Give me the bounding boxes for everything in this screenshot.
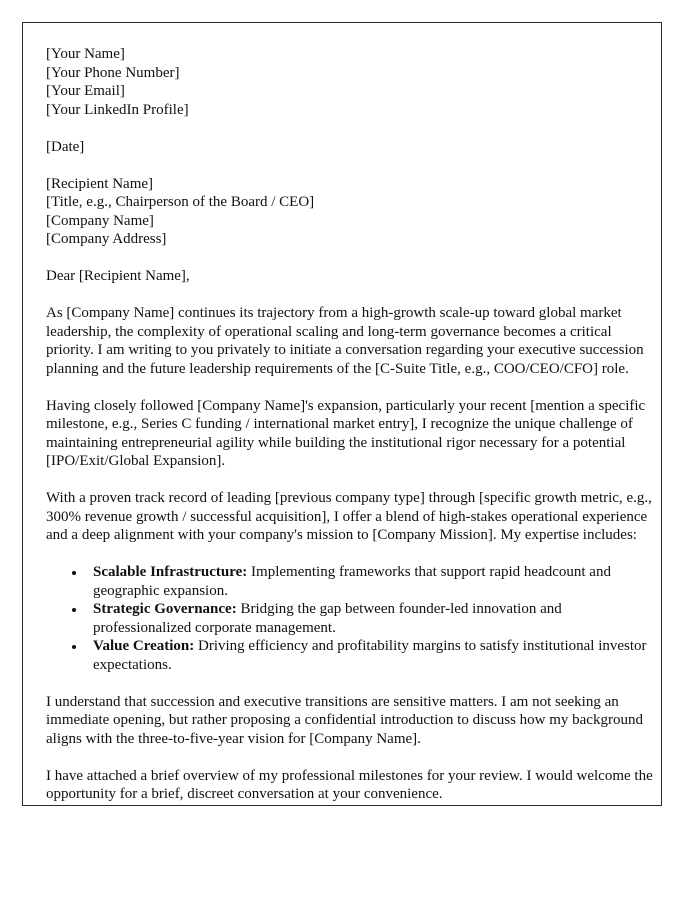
spacer [46, 119, 656, 138]
bullet-lead-label: Scalable Infrastructure: [93, 564, 248, 580]
spacer [46, 748, 656, 767]
sender-linkedin: [Your LinkedIn Profile] [46, 101, 189, 118]
bullet-body-text: Implementing frameworks that support rapid headcount and geographic expansion. [93, 564, 611, 599]
recipient-company-address: [Company Address] [46, 231, 167, 247]
sender-email: [Your Email] [46, 83, 125, 99]
spacer [46, 674, 656, 693]
spacer [46, 378, 656, 397]
body-paragraph-3: With a proven track record of leading [previous company type] through [specific growth metric, e.g., 300% revenue growth / successful acquisition], I offer a blend of high-stakes operational experience and a deep alignment with your company's mission to [Company Mission]. My expertise includes: [46, 490, 652, 543]
body-paragraph-4: I understand that succession and executive transitions are sensitive matters. I am not seeking an immediate opening, but rather proposing a confidential introduction to discuss how my background aligns with the three-to-five-year vision for [Company Name]. [46, 693, 643, 747]
sender-phone: [Your Phone Number] [46, 64, 180, 81]
list-item [70, 600, 656, 637]
recipient-title: [Title, e.g., Chairperson of the Board / CEO] [46, 194, 315, 210]
spacer [46, 156, 656, 175]
recipient-company: [Company Name] [46, 212, 154, 229]
sender-name: [Your Name] [46, 46, 125, 62]
list-item [70, 637, 656, 674]
body-paragraph-2: Having closely followed [Company Name]'s expansion, particularly your recent [mention a specific milestone, e.g., Series C funding / international market entry], I recognize the unique challenge of maintaining entrepreneurial agility while building the institutional rigor necessary for a potential [IPO/Exit/Global Expansion]. [46, 397, 646, 469]
salutation: Dear [Recipient Name], [46, 268, 190, 284]
list-item [70, 563, 656, 600]
letter-content [46, 45, 656, 804]
date-line: [Date] [46, 138, 85, 155]
spacer [46, 249, 656, 268]
date-block [46, 138, 656, 157]
spacer [46, 286, 656, 305]
spacer [46, 545, 656, 564]
body-paragraph-5: I have attached a brief overview of my professional milestones for your review. I would welcome the opportunity for a brief, discreet conversation at your convenience. [46, 767, 653, 802]
recipient-name: [Recipient Name] [46, 175, 154, 192]
bullet-body-text: Driving efficiency and profitability margins to satisfy institutional investor expectations. [93, 638, 647, 673]
body-paragraph-1: As [Company Name] continues its trajectory from a high-growth scale-up toward global market leadership, the complexity of operational scaling and long-term governance becomes a critical priority. I am writing to you privately to initiate a conversation regarding your executive succession planning and the future leadership requirements of the [C-Suite Title, e.g., COO/CEO/CFO] role. [46, 305, 644, 377]
bullet-lead-label: Strategic Governance: [93, 601, 237, 617]
recipient-address-block [46, 175, 656, 249]
document-page [22, 22, 662, 806]
bullet-body-text: Bridging the gap between founder-led innovation and professionalized corporate management. [93, 601, 562, 636]
bullet-lead-label: Value Creation: [93, 638, 195, 654]
expertise-list [46, 563, 656, 674]
spacer [46, 471, 656, 490]
sender-address-block [46, 45, 656, 119]
